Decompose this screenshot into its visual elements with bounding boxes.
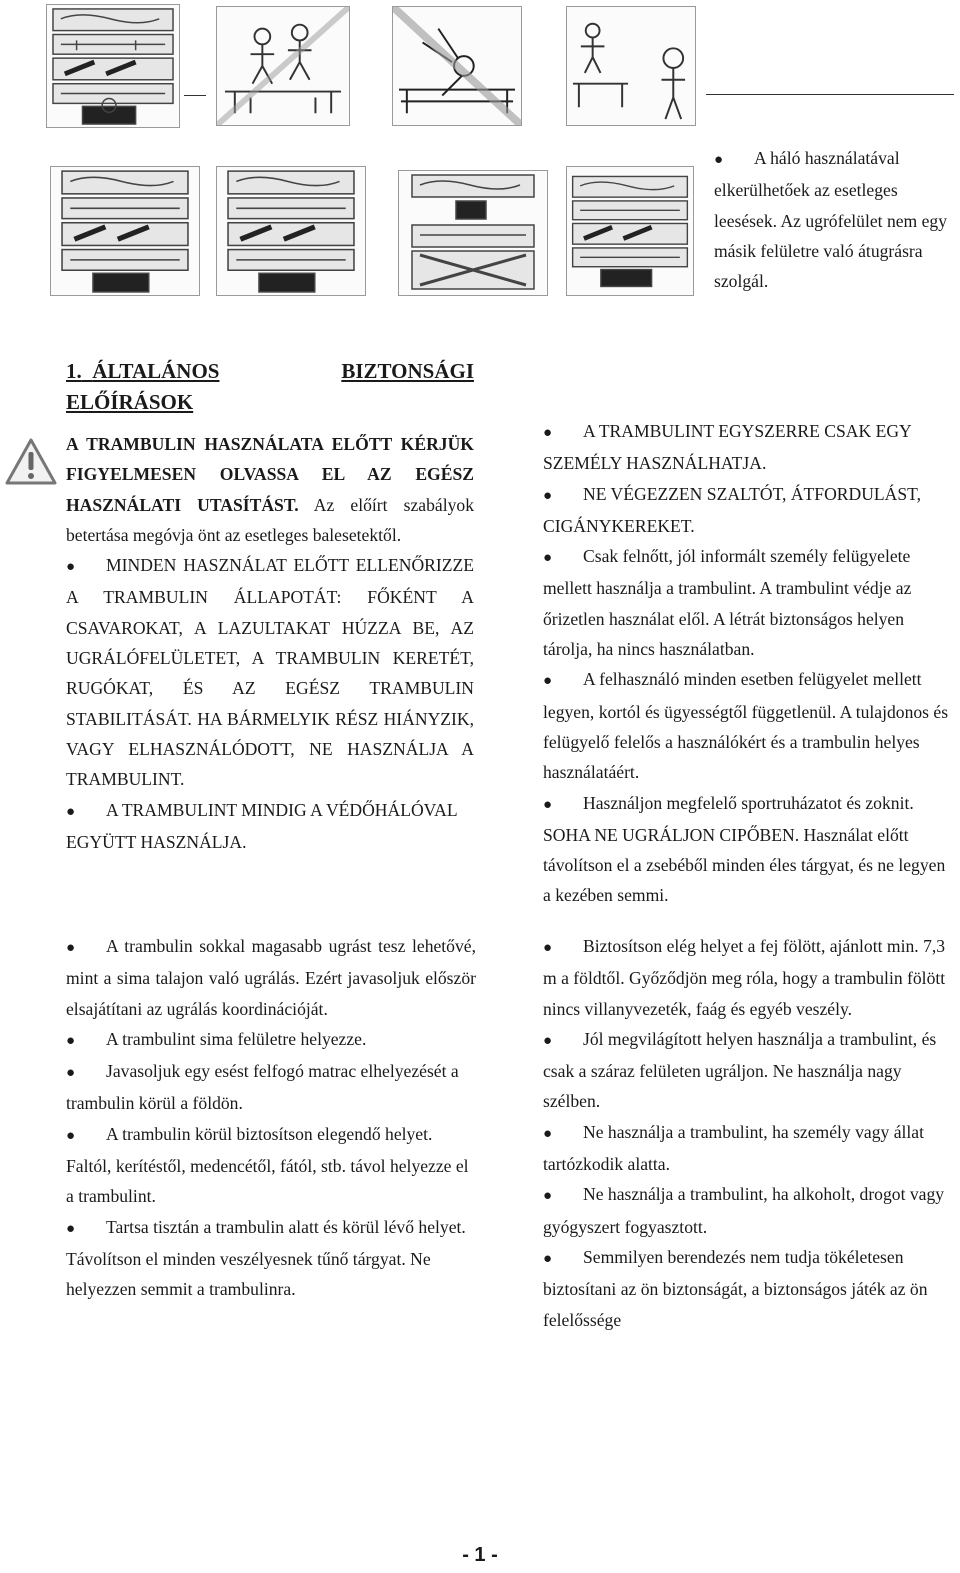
trampoline-rules-panel-icon: [216, 166, 366, 296]
intro-paragraph: [66, 429, 474, 550]
list-item: ● Tartsa tisztán a trambulin alatt és körül lévő helyet. Távolítson el minden veszélyesnek tűnő tárgyat. Ne helyezzen semmit a trambulinra.: [66, 1212, 476, 1305]
trampoline-rules-panel-icon: [566, 166, 694, 296]
two-people-on-trampoline-icon: [216, 6, 350, 126]
right-column-bottom: [543, 931, 953, 1335]
net-note: [714, 143, 954, 296]
list-item: ● Biztosítson elég helyet a fej fölött, ajánlott min. 7,3 m a földtől. Győződjön meg róla, hogy a trambulin fölött nincs villanyvezeték, faág és egyéb veszély.: [543, 931, 953, 1024]
warning-triangle-icon: [4, 437, 58, 487]
left-column-top: [66, 429, 474, 857]
list-item: ● Ne használja a trambulint, ha személy vagy állat tartózkodik alatta.: [543, 1117, 953, 1180]
trampoline-rules-panel-icon: [46, 4, 180, 128]
trampoline-rules-panel-icon: [398, 170, 548, 296]
section-title-part2: BIZTONSÁGI: [341, 359, 474, 383]
left-column-bottom: [66, 931, 476, 1305]
separator-line: [706, 94, 954, 95]
section-title: [66, 356, 474, 418]
list-item: ● NE VÉGEZZEN SZALTÓT, ÁTFORDULÁST, CIGÁNYKEREKET.: [543, 479, 953, 542]
list-item: ● A trambulin sokkal magasabb ugrást tesz lehetővé, mint a sima talajon való ugrálás. Ezért javasoljuk először elsajátítani az ugrálás koordinációját.: [66, 931, 476, 1024]
list-item: ● Jól megvilágított helyen használja a trambulint, és csak a száraz felületen ugráljon. Ne használja nagy szélben.: [543, 1024, 953, 1117]
page-number: - 1 -: [462, 1544, 498, 1566]
list-item: ● Javasoljuk egy esést felfogó matrac elhelyezését a trambulin körül a földön.: [66, 1056, 476, 1119]
separator-line: [184, 95, 206, 96]
list-item: ● A trambulint sima felületre helyezze.: [66, 1024, 476, 1056]
list-item: ● Ne használja a trambulint, ha alkoholt, drogot vagy gyógyszert fogyasztott.: [543, 1179, 953, 1242]
section-title-part1: ÁLTALÁNOS: [92, 359, 220, 383]
intro-bold: A TRAMBULIN HASZNÁLATA ELŐTT KÉRJÜK FIGYELMESEN OLVASSA EL AZ EGÉSZ HASZNÁLATI UTASÍTÁST.: [66, 434, 474, 515]
section-number: 1.: [66, 359, 82, 383]
section-title-part3: ELŐÍRÁSOK: [66, 390, 194, 414]
list-item: ● MINDEN HASZNÁLAT ELŐTT ELLENŐRIZZE A TRAMBULIN ÁLLAPOTÁT: FŐKÉNT A CSAVAROKAT, A LAZULTAKAT HÚZZA BE, AZ UGRÁLÓFELÜLETET, A TRAMBULIN KERETÉT, RUGÓKAT, ÉS AZ EGÉSZ TRAMBULIN STABILITÁSÁT. HA BÁRMELYIK RÉSZ HIÁNYZIK, VAGY ELHASZNÁLÓDOTT, NE HASZNÁLJA A TRAMBULINT.: [66, 550, 474, 794]
list-item: ● A trambulin körül biztosítson elegendő helyet. Faltól, kerítéstől, medencétől, fától, stb. távol helyezze el a trambulint.: [66, 1119, 476, 1212]
list-item: ● A TRAMBULINT EGYSZERRE CSAK EGY SZEMÉLY HASZNÁLHATJA.: [543, 416, 953, 479]
list-item: ● Semmilyen berendezés nem tudja tökéletesen biztosítani az ön biztonságát, a biztonságos játék az ön felelőssége: [543, 1242, 953, 1335]
trampoline-rules-panel-icon: [50, 166, 200, 296]
list-item: ● A felhasználó minden esetben felügyelet mellett legyen, kortól és ügyességtől függetlenül. A tulajdonos és felügyelő felelős a használókért és a trambulin helyes használatáért.: [543, 664, 953, 787]
adult-supervision-icon: [566, 6, 696, 126]
net-note-text: A háló használatával elkerülhetőek az esetleges leesések. Az ugrófelület nem egy másik felületre való átugrásra szolgál.: [714, 148, 948, 292]
no-somersault-icon: [392, 6, 522, 126]
right-column-top: [543, 416, 953, 911]
list-item: ● A TRAMBULINT MINDIG A VÉDŐHÁLÓVAL EGYÜTT HASZNÁLJA.: [66, 795, 474, 858]
list-item: ● Csak felnőtt, jól informált személy felügyelete mellett használja a trambulint. A trambulint védje az őrizetlen használat elől. A létrát biztonságos helyen tárolja, ha nincs használatban.: [543, 541, 953, 664]
list-item: ● Használjon megfelelő sportruházatot és zoknit. SOHA NE UGRÁLJON CIPŐBEN. Használat előtt távolítson el a zsebéből minden éles tárgyat, és ne legyen a kezében semmi.: [543, 788, 953, 911]
intro-rest: Az előírt szabályok betertása megóvja önt az esetleges balesetektől.: [66, 494, 474, 545]
